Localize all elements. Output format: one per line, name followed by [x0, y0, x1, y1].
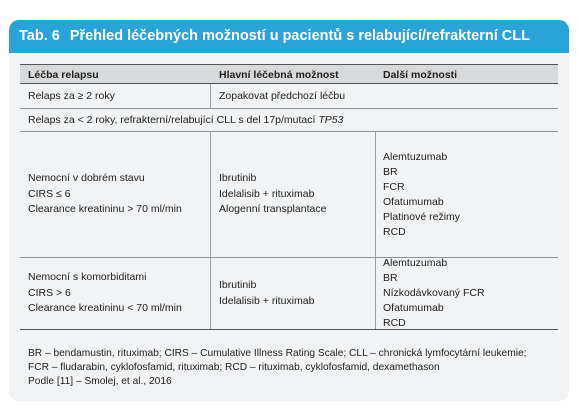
footnote-line: FCR – fludarabin, cyklofosfamid, rituximab; RCD – rituximab, cyklofosfamid, dexamethason	[28, 362, 440, 373]
line: Clearance kreatininu < 70 ml/min	[28, 302, 182, 315]
cell-patient-group	[28, 258, 208, 329]
table-footnote	[28, 347, 558, 389]
table-row-span	[20, 109, 558, 132]
column-header-other-options: Další možnosti	[383, 69, 458, 81]
line: Alemtuzumab	[383, 150, 448, 163]
line: Clearance kreatininu > 70 ml/min	[28, 203, 182, 216]
line: Alogenní transplantace	[219, 203, 327, 216]
cell-patient-group	[28, 132, 208, 257]
line: Nemocní s komorbiditami	[28, 271, 147, 284]
table-header-row	[20, 64, 558, 84]
cell-other-options	[383, 132, 553, 257]
line: Ofatumumab	[383, 195, 444, 208]
line: Platinové režimy	[383, 210, 461, 223]
footnote-source: Podle [11] – Smolej, et al., 2016	[28, 376, 172, 387]
column-header-relapse: Léčba relapsu	[28, 69, 99, 81]
line: Idelalisib + rituximab	[219, 294, 315, 307]
table-panel	[9, 20, 569, 401]
cell-spanning-note	[28, 109, 343, 132]
table-row	[20, 84, 558, 109]
spanning-note-gene: TP53	[318, 114, 344, 126]
cell-relapse: Relaps za ≥ 2 roky	[28, 90, 115, 102]
line: Alemtuzumab	[383, 257, 448, 269]
column-header-main-option: Hlavní léčebná možnost	[219, 69, 339, 81]
line: BR	[383, 165, 398, 178]
spanning-note-text: Relaps za < 2 roky, refrakterní/relabující CLL s del 17p/mutací	[28, 114, 319, 126]
line: RCD	[383, 225, 406, 238]
cell-main-option: Zopakovat předchozí léčbu	[219, 90, 346, 102]
line: Nízkodávkovaný FCR	[383, 287, 485, 299]
line: CIRS > 6	[28, 286, 71, 299]
line: FCR	[383, 180, 405, 193]
line: Ofatumumab	[383, 302, 444, 314]
cell-other-options	[383, 84, 553, 108]
table-title-bar	[9, 20, 569, 53]
table-row	[20, 132, 558, 258]
table-row	[20, 258, 558, 330]
line: Ibrutinib	[219, 279, 257, 291]
line: Idelalisib + rituximab	[219, 187, 315, 200]
cell-other-options	[383, 258, 553, 329]
cell-main-option	[219, 132, 369, 257]
cell-main-option	[219, 258, 369, 329]
line: Nemocní v dobrém stavu	[28, 172, 145, 185]
line: BR	[383, 272, 398, 284]
treatment-table	[20, 64, 558, 330]
line: Ibrutinib	[219, 172, 257, 185]
table-title: Přehled léčebných možností u pacientů s relabující/refrakterní CLL	[69, 28, 530, 44]
footnote-line: BR – bendamustin, rituximab; CIRS – Cumulative Illness Rating Scale; CLL – chronická lymfocytární leukemie;	[28, 348, 527, 359]
line: CIRS ≤ 6	[28, 187, 71, 200]
line: RCD	[383, 317, 406, 329]
table-number: Tab. 6	[19, 28, 60, 44]
